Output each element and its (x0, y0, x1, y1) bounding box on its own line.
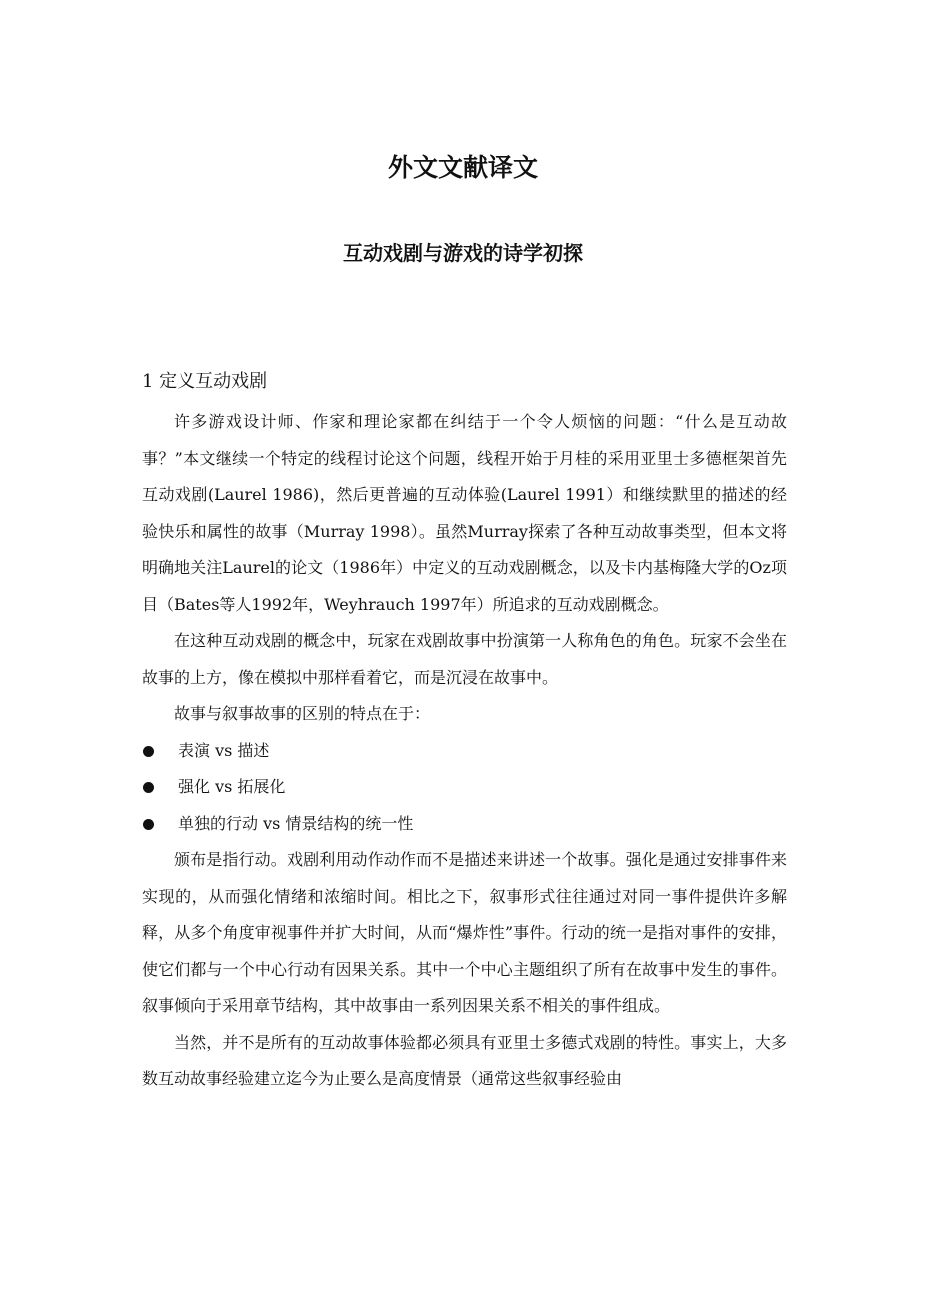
bullet-icon (143, 782, 154, 793)
bullet-icon (143, 746, 154, 757)
bullet-list (142, 733, 787, 843)
paragraph: 颁布是指行动。戏剧利用动作动作而不是描述来讲述一个故事。强化是通过安排事件来实现的，从而强化情绪和浓缩时间。相比之下，叙事形式往往通过对同一事件提供许多解释，从多个角度审视事件并扩大时间，从而“爆炸性”事件。行动的统一是指对事件的安排，使它们都与一个中心行动有因果关系。其中一个中心主题组织了所有在故事中发生的事件。叙事倾向于采用章节结构，其中故事由一系列因果关系不相关的事件组成。 (142, 850, 787, 1015)
paragraph: 当然，并不是所有的互动故事体验都必须具有亚里士多德式戏剧的特性。事实上，大多数互动故事经验建立迄今为止要么是高度情景（通常这些叙事经验由 (142, 1032, 787, 1088)
bullet-text: 强化 vs 拓展化 (178, 777, 286, 796)
document-body (142, 364, 787, 1098)
article-title: 互动戏剧与游戏的诗学初探 (343, 241, 583, 265)
paragraph: 在这种互动戏剧的概念中，玩家在戏剧故事中扮演第一人称角色的角色。玩家不会坐在故事的上方，像在模拟中那样看着它，而是沉浸在故事中。 (142, 631, 787, 687)
section-heading: 1 定义互动戏剧 (142, 371, 268, 392)
bullet-item (142, 806, 787, 843)
paragraph: 故事与叙事故事的区别的特点在于： (174, 704, 431, 723)
bullet-item (142, 769, 787, 806)
bullet-item (142, 733, 787, 770)
bullet-text: 单独的行动 vs 情景结构的统一性 (178, 813, 414, 833)
document-title: 外文文献译文 (387, 153, 538, 182)
bullet-text: 表演 vs 描述 (178, 740, 270, 760)
paragraph: 许多游戏设计师、作家和理论家都在纠结于一个令人烦恼的问题：“什么是互动故事？”本文继续一个特定的线程讨论这个问题，线程开始于月桂的采用亚里士多德框架首先互动戏剧(Laurel 1986)，然后更普遍的互动体验(Laurel 1991）和继续默里的描述的经验快乐和属性的故事（Murray 1998）。虽然Murray探索了各种互动故事类型，但本文将明确地关注Laurel的论文（1986年）中定义的互动戏剧概念，以及卡内基梅隆大学的Oz项目（Bates等人1992年，Weyhrauch 1997年）所追求的互动戏剧概念。 (142, 412, 787, 614)
bullet-icon (143, 819, 154, 830)
